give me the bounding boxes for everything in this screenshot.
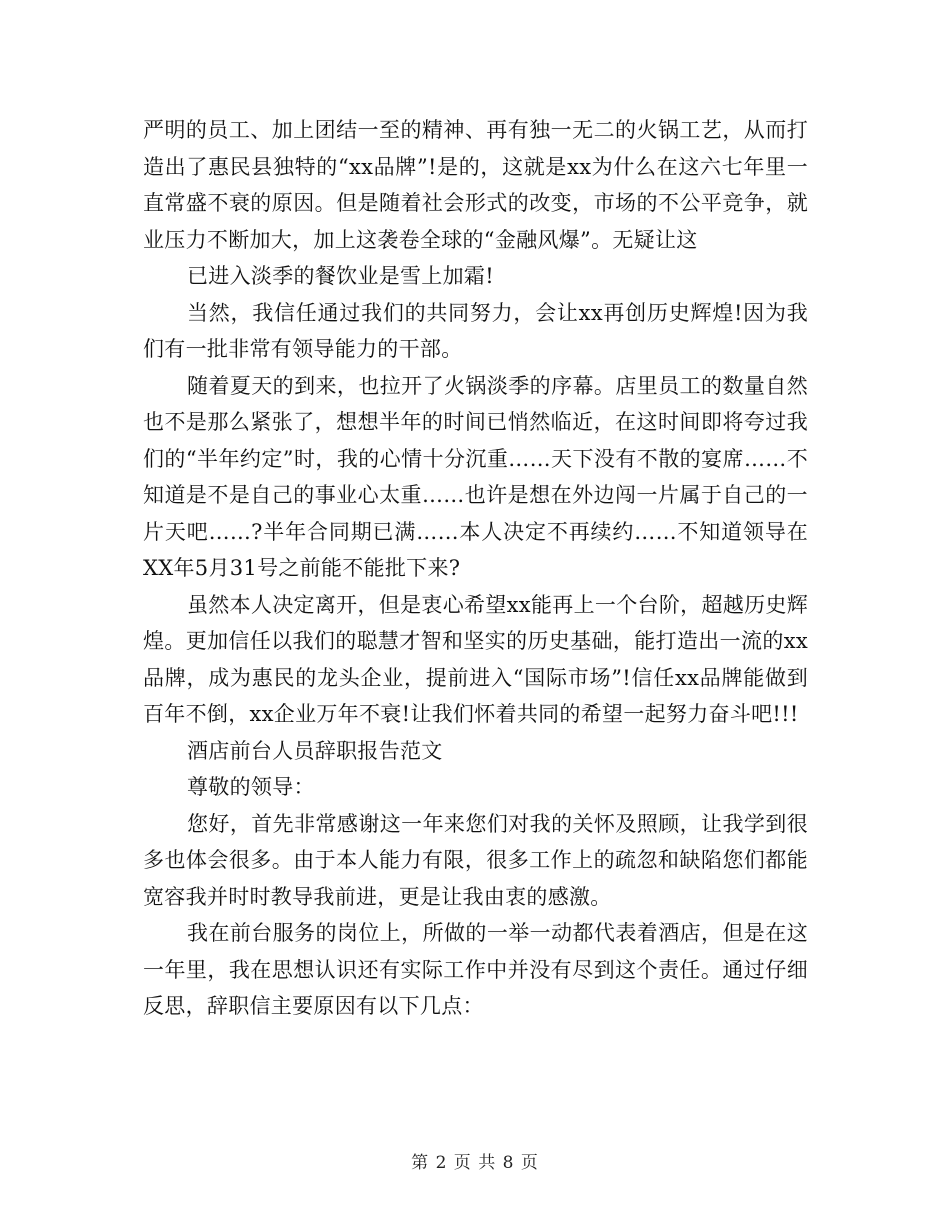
paragraph: 随着夏天的到来，也拉开了火锅淡季的序幕。店里员工的数量自然也不是那么紧张了，想想半年的时间已悄然临近，在这时间即将夸过我们的“半年约定”时，我的心情十分沉重……天下没有不散的宴席……不知道是不是自己的事业心太重……也许是想在外边闯一片属于自己的一片天吧……?半年合同期已满……本人决定不再续约……不知道领导在XX年5月31号之前能不能批下来? xyxy=(143,373,808,580)
paragraph: 严明的员工、加上团结一至的精神、再有独一无二的火锅工艺，从而打造出了惠民县独特的“xx品牌”!是的，这就是xx为什么在这六七年里一直常盛不衰的原因。但是随着社会形式的改变，市场的不公平竞争，就业压力不断加大，加上这袭卷全球的“金融风爆”。无疑让这 xyxy=(143,118,808,252)
paragraph: 已进入淡季的餐饮业是雪上加霜! xyxy=(187,264,494,288)
salutation: 尊敬的领导： xyxy=(187,775,315,799)
paragraph: 我在前台服务的岗位上，所做的一举一动都代表着酒店，但是在这一年里，我在思想认识还有实际工作中并没有尽到这个责任。通过仔细反思，辞职信主要原因有以下几点： xyxy=(143,921,808,1018)
paragraph: 您好，首先非常感谢这一年来您们对我的关怀及照顾，让我学到很多也体会很多。由于本人能力有限，很多工作上的疏忽和缺陷您们都能宽容我并时时教导我前进，更是让我由衷的感激。 xyxy=(143,811,808,909)
paragraph: 虽然本人决定离开，但是衷心希望xx能再上一个台阶，超越历史辉煌。更加信任以我们的聪慧才智和坚实的历史基础，能打造出一流的xx品牌，成为惠民的龙头企业，提前进入“国际市场”!信任xx品牌能做到百年不倒，xx企业万年不衰!让我们怀着共同的希望一起努力奋斗吧!!! xyxy=(143,592,808,726)
paragraph: 当然，我信任通过我们的共同努力，会让xx再创历史辉煌!因为我们有一批非常有领导能力的干部。 xyxy=(143,300,808,361)
section-heading: 酒店前台人员辞职报告范文 xyxy=(187,738,443,763)
document-body xyxy=(143,112,808,1025)
page-number-footer: 第 2 页 共 8 页 xyxy=(411,1153,539,1173)
